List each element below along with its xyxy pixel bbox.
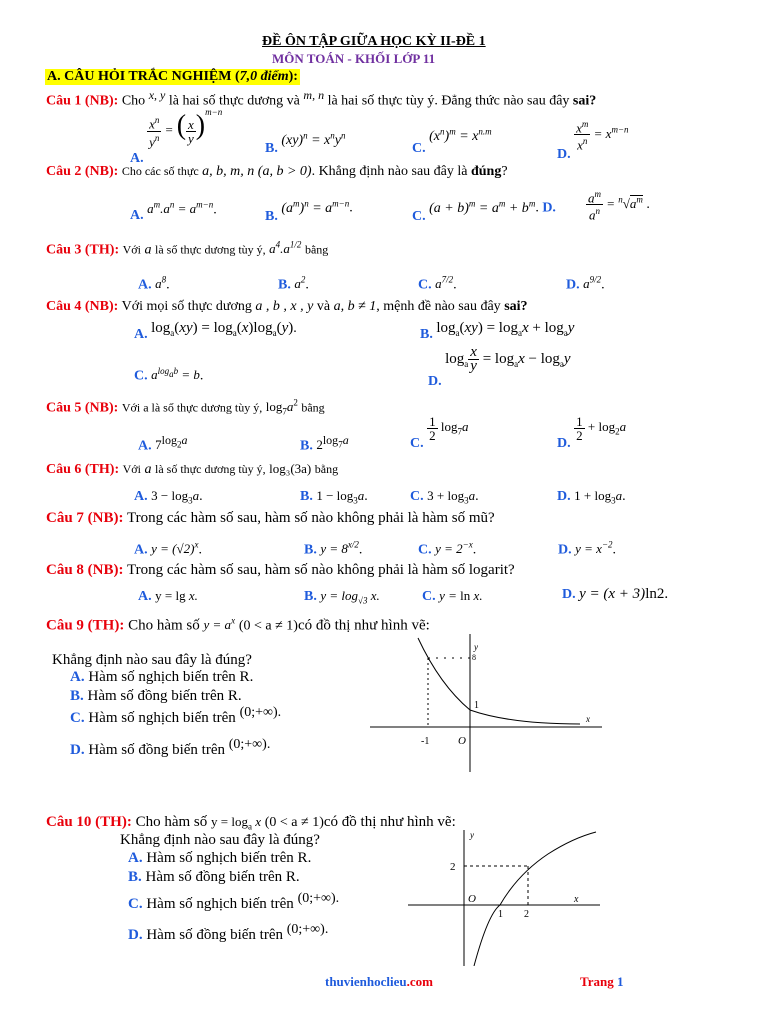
- question-2: Câu 2 (NB): Cho các số thực a, b, m, n (a, b > 0). Khẳng định nào sau đây là đúng?: [46, 164, 508, 179]
- q6-option-b[interactable]: B. $1 - \log_3a$.: [300, 488, 368, 506]
- q9-option-c[interactable]: C. Hàm số nghịch biến trên (0;+∞).: [70, 705, 282, 726]
- q2-option-d[interactable]: $\frac{a^m}{a^n}$ = $^n√a^m$ .: [588, 189, 650, 223]
- q1-option-d[interactable]: D. $\frac{x^m}{x^n}$ = $x^{m-n}$: [557, 119, 629, 162]
- x-axis-label: x: [586, 714, 590, 724]
- question-10: Câu 10 (TH): Cho hàm số $y = \log_a x$ (0 < a ≠ 1)có đồ thị như hình vẽ:: [46, 814, 456, 832]
- question-4: Câu 4 (NB): Với mọi số thực dương a , b , x , y và a, b ≠ 1, mệnh đề nào sau đây sai?: [46, 299, 528, 314]
- q7-option-d[interactable]: D. $y = x^{-2}$.: [558, 540, 617, 558]
- page-number: Trang 1: [580, 974, 624, 989]
- q6-option-d[interactable]: D. $1 + \log_3a$.: [557, 488, 626, 506]
- q2-option-b[interactable]: B. $(a^m)^n = a^{m-n}$.: [265, 198, 353, 224]
- q2-option-c[interactable]: C. $(a + b)^m = a^m + b^m$. D.: [412, 198, 556, 224]
- q1-option-a[interactable]: A. $\frac{x^n}{y^n}$ = ( $\frac{x}{y}$ )$^{m-n}$: [130, 106, 223, 166]
- q6-option-c[interactable]: C. $3 + \log_3a$.: [410, 488, 479, 506]
- q3-option-b[interactable]: B. $a^2$.: [278, 275, 309, 293]
- q10-option-a[interactable]: A. Hàm số nghịch biến trên R.: [128, 850, 312, 866]
- q5-option-d[interactable]: D. $\frac{1}{2}$ + $\log_2a$: [557, 414, 627, 452]
- q7-option-b[interactable]: B. $y = 8^{x/2}$.: [304, 540, 363, 558]
- q10-option-b[interactable]: B. Hàm số đồng biến trên R.: [128, 869, 300, 885]
- section-heading: A. CÂU HỎI TRẮC NGHIỆM (7,0 điểm):: [47, 69, 298, 84]
- q9-prompt: Khẳng định nào sau đây là đúng?: [52, 652, 252, 668]
- q4-option-b[interactable]: B. $\log_a(xy) = \log_ax + \log_ay$: [420, 320, 575, 342]
- origin-label: O: [458, 735, 466, 747]
- q3-option-d[interactable]: D. $a^{9/2}$.: [566, 275, 605, 293]
- q10-option-c[interactable]: C. Hàm số nghịch biến trên (0;+∞).: [128, 891, 340, 912]
- question-9: Câu 9 (TH): Cho hàm số $y = a^x$ (0 < a ≠ 1)có đồ thị như hình vẽ:: [46, 616, 430, 634]
- question-6: Câu 6 (TH): Với a là số thực dương tùy ý, log₃(3a) bằng: [46, 461, 339, 477]
- q3-option-a[interactable]: A. $a^8$.: [138, 275, 170, 293]
- q10-prompt: Khẳng định nào sau đây là đúng?: [120, 832, 320, 848]
- q4-option-a[interactable]: A. $\log_a(xy) = \log_a(x)\log_a(y)$.: [134, 320, 297, 342]
- q4-option-d[interactable]: D. $\log_a$ $\frac{x}{y}$ = $\log_ax - \log_ay$: [428, 344, 571, 389]
- y-top-tick: 8: [472, 653, 476, 662]
- x-axis-label: x: [574, 894, 579, 905]
- q7-option-a[interactable]: A. $y = (√2)^x$.: [134, 540, 202, 558]
- question-8: Câu 8 (NB): Trong các hàm số sau, hàm số nào không phải là hàm số logarit?: [46, 562, 515, 578]
- q2-option-a[interactable]: A. $a^m.a^n = a^{m-n}$.: [130, 200, 217, 224]
- origin-label: O: [468, 893, 476, 905]
- q10-graph: [408, 826, 603, 966]
- question-7: Câu 7 (NB): Trong các hàm số sau, hàm số nào không phải là hàm số mũ?: [46, 510, 495, 526]
- x-tick-neg1: -1: [421, 736, 430, 747]
- question-1: Câu 1 (NB): Cho $^{x, y}$ là hai số thực dương và $^{m, n}$ là hai số thực tùy ý. Đẳng thức nào sau đây sai?: [46, 88, 597, 109]
- q10-option-d[interactable]: D. Hàm số đồng biến trên (0;+∞).: [128, 922, 329, 943]
- q5-option-a[interactable]: A. $7^{log_2a}$: [138, 433, 188, 454]
- q8-option-b[interactable]: B. $y = \log_{√3} x$.: [304, 588, 380, 606]
- q5-option-c[interactable]: C. $\frac{1}{2}$ $\log_7a$: [410, 414, 469, 452]
- x-tick-1: 1: [498, 909, 503, 920]
- q7-option-c[interactable]: C. $y = 2^{-x}$.: [418, 540, 477, 558]
- q9-option-a[interactable]: A. Hàm số nghịch biến trên R.: [70, 669, 254, 685]
- q6-option-a[interactable]: A. $3 - \log_3a$.: [134, 488, 203, 506]
- q8-option-c[interactable]: C. y = ln x.: [422, 588, 483, 604]
- q8-option-a[interactable]: A. y = lg x.: [138, 588, 198, 604]
- footer-site[interactable]: thuvienhoclieu.com: [325, 974, 433, 989]
- q3-option-c[interactable]: C. $a^{7/2}$.: [418, 275, 457, 293]
- q9-graph: [370, 630, 602, 772]
- document-subtitle: MÔN TOÁN - KHỐI LỚP 11: [272, 51, 436, 66]
- q4-option-c[interactable]: C. $a^{log_ab} = b$.: [134, 366, 204, 384]
- question-5: Câu 5 (NB): Với a là số thực dương tùy ý, $\log_7a^2$ bằng: [46, 398, 325, 417]
- document-title: ĐỀ ÔN TẬP GIỮA HỌC KỲ II-ĐỀ 1: [262, 34, 486, 49]
- question-3: Câu 3 (TH): Với a là số thực dương tùy ý, $a^4.a^{1/2}$ bằng: [46, 240, 329, 258]
- q1-option-b[interactable]: B. $(xy)^n = x^ny^n$: [265, 130, 346, 156]
- q9-option-b[interactable]: B. Hàm số đồng biến trên R.: [70, 688, 242, 704]
- y-axis-label: y: [474, 642, 478, 652]
- y-axis-label: y: [470, 830, 474, 840]
- q8-option-d[interactable]: D. y = (x + 3)ln2.: [562, 586, 669, 602]
- q1-option-c[interactable]: C. $(x^n)^m = x^{n.m}$: [412, 126, 492, 156]
- exponential-curve: [418, 638, 580, 724]
- y-tick-1: 1: [474, 700, 479, 711]
- y-tick-2: 2: [450, 861, 456, 873]
- q9-option-d[interactable]: D. Hàm số đồng biến trên (0;+∞).: [70, 737, 271, 758]
- x-tick-2: 2: [524, 909, 529, 920]
- q5-option-b[interactable]: B. $2^{log_7a}$: [300, 433, 349, 454]
